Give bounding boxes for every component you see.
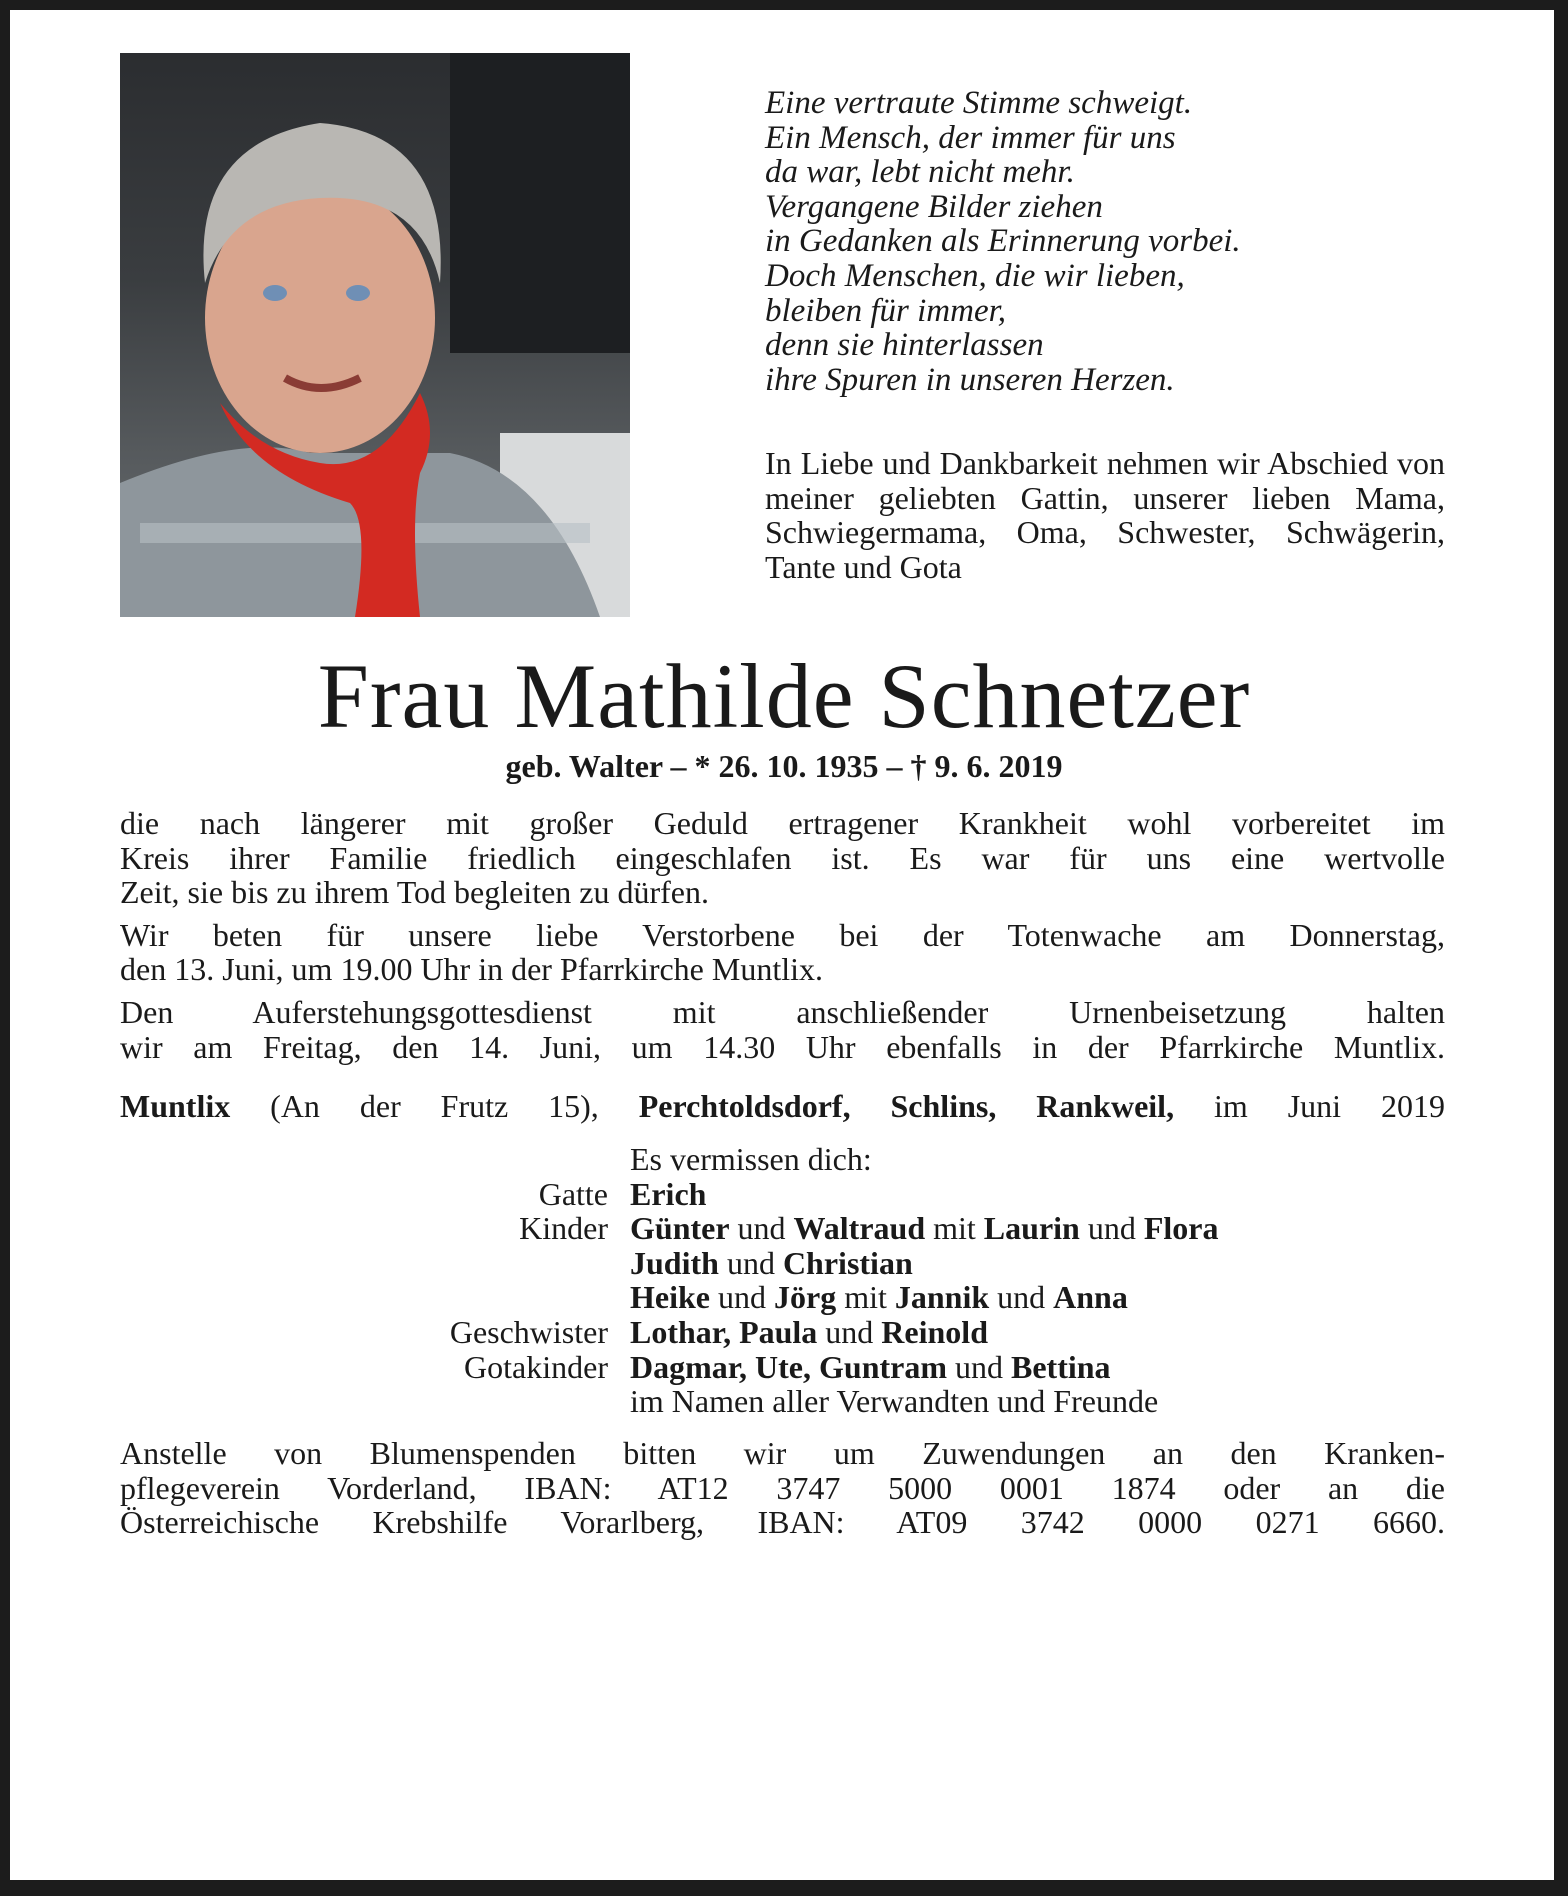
poem-line: Eine vertraute Stimme schweigt.	[765, 85, 1193, 121]
family-heading: Es vermissen dich:	[630, 1141, 872, 1177]
place-main: Muntlix	[120, 1088, 231, 1124]
family-names: Erich	[630, 1175, 707, 1212]
portrait-photo	[120, 53, 630, 617]
poem-line: Vergangene Bilder ziehen	[765, 188, 1103, 225]
paragraph	[120, 918, 1445, 987]
text-line: Wir beten für unsere liebe Verstorbene bei der Totenwache am Donnerstag,	[120, 916, 1445, 953]
poem-line: da war, lebt nicht mehr.	[765, 154, 1075, 191]
family-names: Heike und Jörg mit Jannik und Anna	[630, 1279, 1128, 1316]
family-label: Geschwister	[449, 1313, 608, 1350]
family-names: Lothar, Paula und Reinold	[630, 1313, 988, 1350]
birth-death-dates: geb. Walter – * 26. 10. 1935 – † 9. 6. 2019	[505, 748, 1063, 784]
paragraph	[120, 806, 1445, 910]
address: (An der Frutz 15),	[230, 1088, 639, 1124]
family-closing: im Namen aller Verwandten und Freunde	[630, 1383, 1159, 1420]
text-line: Österreichische Krebshilfe Vorarlberg, IBAN: AT09 3742 0000 0271 6660.	[120, 1504, 1445, 1541]
text-line: pflegeverein Vorderland, IBAN: AT12 3747 5000 0001 1874 oder an die	[120, 1469, 1445, 1506]
text-line: Zeit, sie bis zu ihrem Tod begleiten zu dürfen.	[120, 874, 709, 911]
poem-line: in Gedanken als Erinnerung vorbei.	[765, 223, 1241, 260]
donation-note	[120, 1436, 1445, 1540]
text-line: Anstelle von Blumenspenden bitten wir um Zuwendungen an den Kranken-	[120, 1435, 1445, 1471]
text-line: die nach längerer mit großer Geduld ertragener Krankheit wohl vorbereitet im	[120, 805, 1445, 841]
family-names: Judith und Christian	[630, 1244, 913, 1281]
poem-line: denn sie hinterlassen	[765, 327, 1044, 364]
deceased-name: Frau Mathilde Schnetzer	[317, 645, 1251, 747]
intro-text: In Liebe und Dankbarkeit nehmen wir Abschied von meiner geliebten Gattin, unserer lieben Mama, Schwiegermama, Oma, Schwester, Schwägerin, Tante und Gota	[765, 445, 1445, 585]
text-line: Kreis ihrer Familie friedlich eingeschlafen ist. Es war für uns eine wertvolle	[120, 839, 1445, 876]
text-line: den 13. Juni, um 19.00 Uhr in der Pfarrkirche Muntlix.	[120, 951, 823, 988]
place-date-line	[120, 1088, 1445, 1125]
announcement-body	[120, 806, 1445, 1072]
family-label: Gotakinder	[464, 1348, 608, 1385]
family-names: Günter und Waltraud mit Laurin und Flora	[630, 1210, 1219, 1247]
family-label: Kinder	[519, 1210, 608, 1247]
poem-line: bleiben für immer,	[765, 292, 1007, 329]
family-label: Gatte	[538, 1175, 608, 1212]
portrait-illustration	[120, 53, 630, 617]
date: im Juni 2019	[1174, 1088, 1446, 1124]
text-line: Den Auferstehungsgottesdienst mit anschließender Urnenbeisetzung halten	[120, 993, 1445, 1030]
places: Perchtoldsdorf, Schlins, Rankweil,	[638, 1088, 1175, 1124]
paragraph	[120, 995, 1445, 1064]
family-names: Dagmar, Ute, Guntram und Bettina	[630, 1348, 1111, 1385]
text-line: wir am Freitag, den 14. Juni, um 14.30 Uhr ebenfalls in der Pfarrkirche Muntlix.	[120, 1028, 1445, 1065]
poem-line: Ein Mensch, der immer für uns	[765, 119, 1176, 156]
poem-line: Doch Menschen, die wir lieben,	[765, 257, 1185, 294]
poem	[765, 86, 1241, 397]
poem-line: ihre Spuren in unseren Herzen.	[765, 361, 1175, 398]
family-list	[120, 1142, 1445, 1419]
